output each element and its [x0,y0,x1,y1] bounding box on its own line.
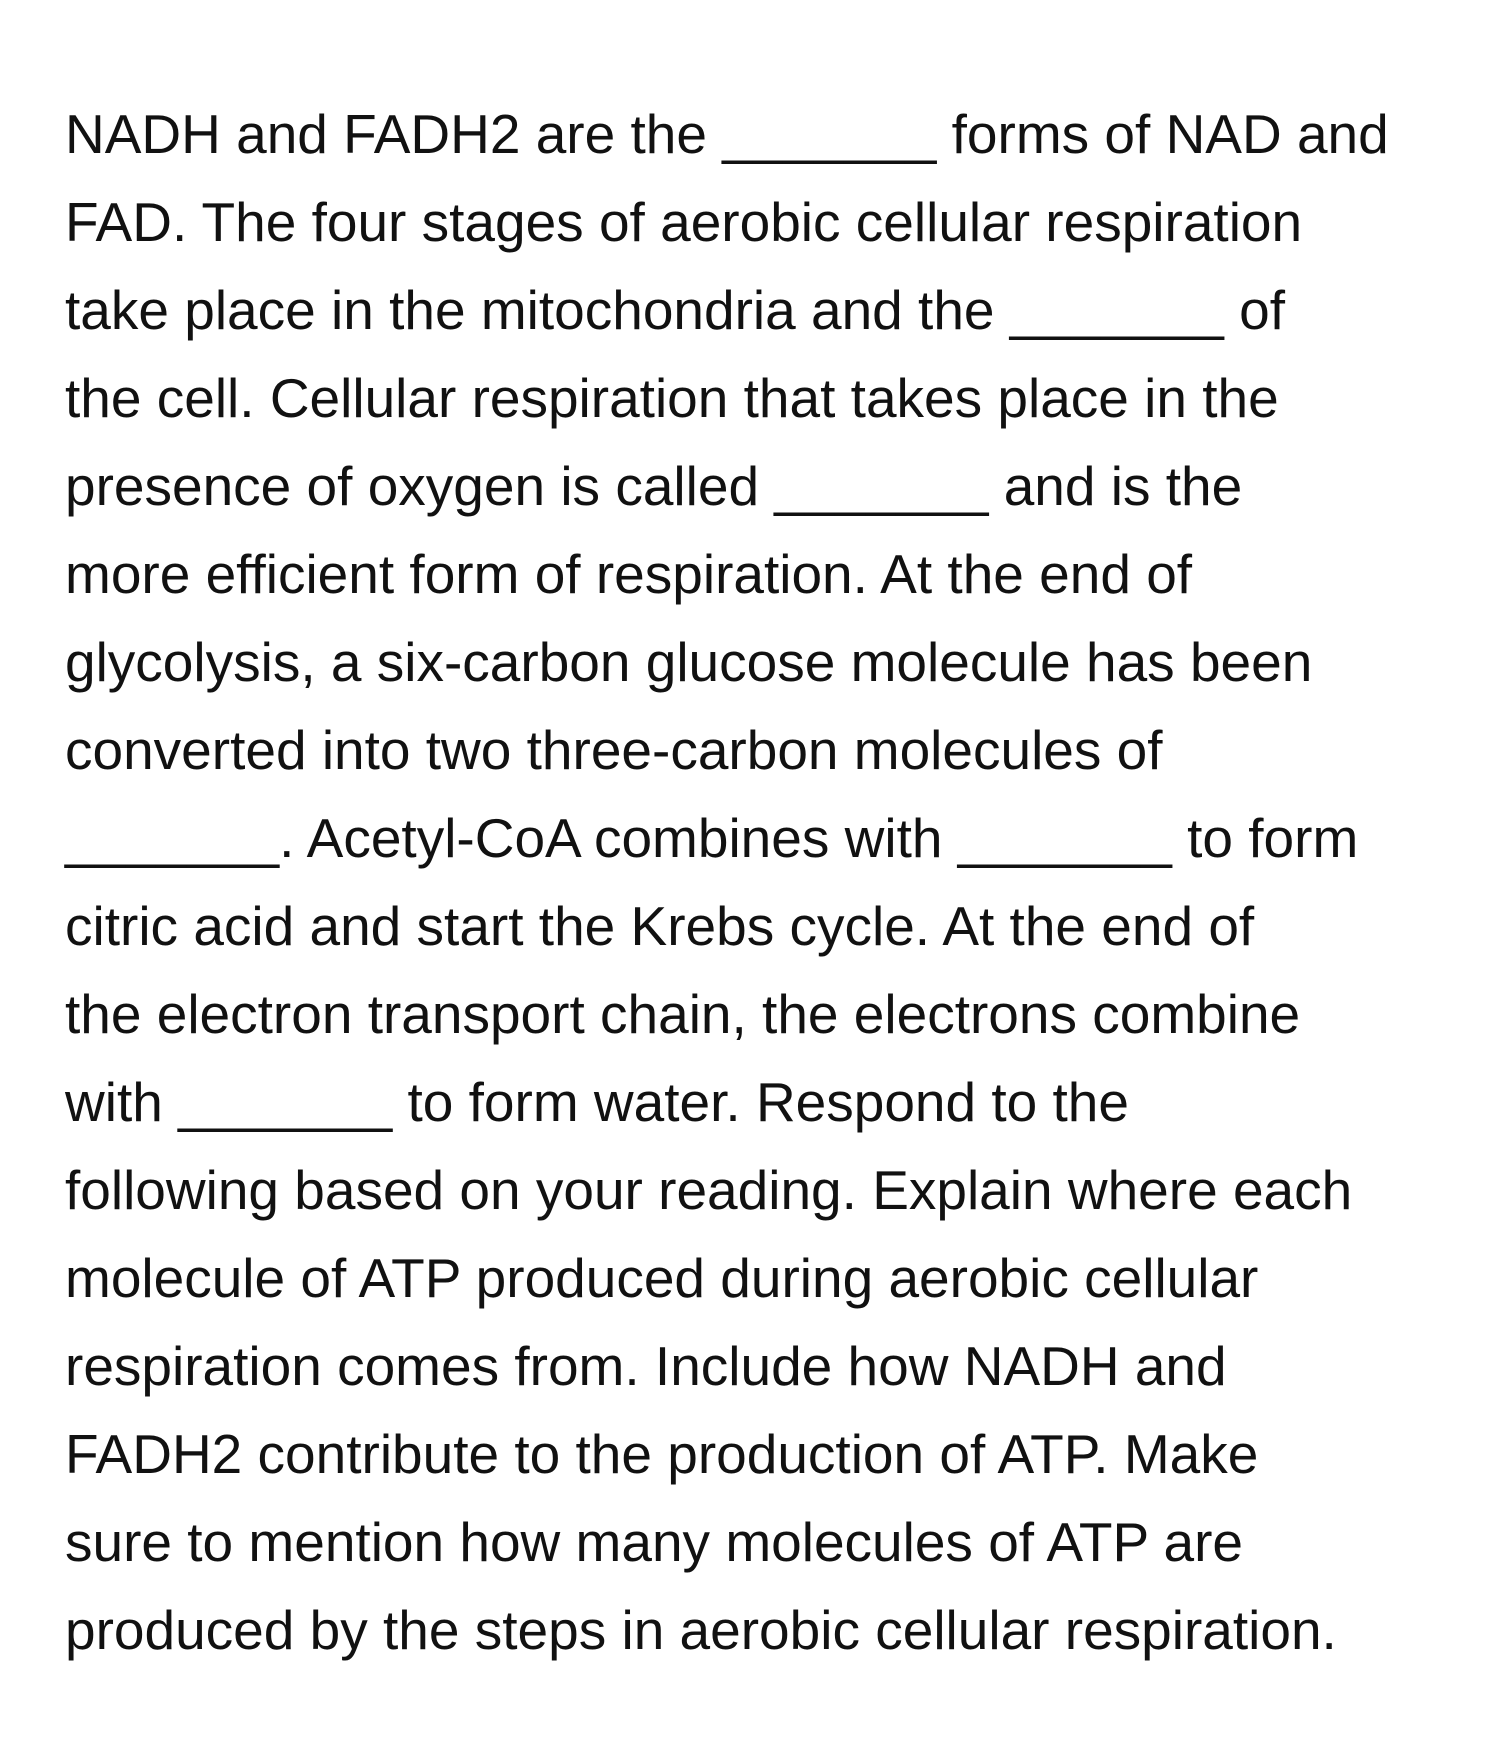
text-line: _______. Acetyl-CoA combines with _______ to form [65,807,1359,869]
text-line: presence of oxygen is called _______ and is the [65,455,1243,517]
text-line: converted into two three-carbon molecules of [65,719,1163,781]
text-line: glycolysis, a six-carbon glucose molecule has been [65,631,1313,693]
text-line: citric acid and start the Krebs cycle. At the end of [65,895,1255,957]
question-text [65,90,1389,1674]
text-line: the cell. Cellular respiration that takes place in the [65,367,1279,429]
text-line: NADH and FADH2 are the _______ forms of NAD and [65,103,1389,165]
text-line: produced by the steps in aerobic cellular respiration. [65,1599,1337,1661]
text-line: with _______ to form water. Respond to the [65,1071,1129,1133]
text-line: the electron transport chain, the electrons combine [65,983,1301,1045]
text-line: FADH2 contribute to the production of ATP. Make [65,1423,1259,1485]
text-line: respiration comes from. Include how NADH and [65,1335,1227,1397]
text-line: FAD. The four stages of aerobic cellular respiration [65,191,1303,253]
text-line: more efficient form of respiration. At the end of [65,543,1193,605]
text-line: sure to mention how many molecules of ATP are [65,1511,1243,1573]
text-line: take place in the mitochondria and the _______ of [65,279,1286,341]
text-line: following based on your reading. Explain where each [65,1159,1353,1221]
text-line: molecule of ATP produced during aerobic cellular [65,1247,1259,1309]
